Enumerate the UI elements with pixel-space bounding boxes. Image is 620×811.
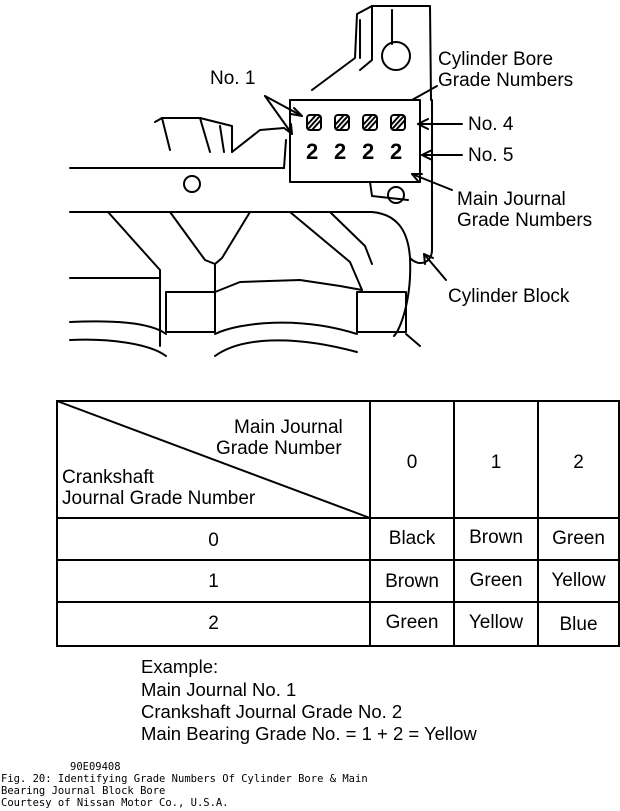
table-cell: Yellow xyxy=(551,570,606,591)
column-header: 1 xyxy=(490,452,502,473)
label-main-journal-line1: Main Journal xyxy=(457,189,566,210)
table-cell: Brown xyxy=(385,571,439,592)
caption-line: Bearing Journal Block Bore xyxy=(1,785,166,797)
stamped-digit: 2 xyxy=(362,139,375,164)
figure-code: 90E09408 xyxy=(70,761,121,773)
label-cylinder-block: Cylinder Block xyxy=(448,286,570,307)
table-header-crankshaft-line2: Journal Grade Number xyxy=(62,488,256,509)
column-header: 2 xyxy=(573,452,584,473)
row-label: 2 xyxy=(208,613,219,634)
row-label: 0 xyxy=(208,530,219,551)
table-header-main-journal-line2: Grade Number xyxy=(216,438,342,459)
table-cell: Blue xyxy=(559,614,598,635)
table-cell: Green xyxy=(469,570,523,591)
table-cell: Brown xyxy=(469,527,523,548)
label-no-1: No. 1 xyxy=(210,68,256,89)
label-no-4: No. 4 xyxy=(468,114,514,135)
table-cell: Green xyxy=(385,612,439,633)
column-header: 0 xyxy=(406,452,418,473)
table-cell: Yellow xyxy=(468,612,524,633)
example-line: Example: xyxy=(141,656,219,677)
stamped-digit: 2 xyxy=(334,139,347,164)
label-bore-grade-line2: Grade Numbers xyxy=(438,70,574,91)
label-no-5: No. 5 xyxy=(468,145,514,166)
caption-credit: Courtesy of Nissan Motor Co., U.S.A. xyxy=(1,797,229,809)
label-main-journal-line2: Grade Numbers xyxy=(457,210,593,231)
example-line: Main Bearing Grade No. = 1 + 2 = Yellow xyxy=(141,723,477,744)
caption-line: Fig. 20: Identifying Grade Numbers Of Cylinder Bore & Main xyxy=(1,773,368,785)
table-cell: Green xyxy=(552,528,605,549)
label-bore-grade-line1: Cylinder Bore xyxy=(438,49,554,70)
row-label: 1 xyxy=(208,571,219,592)
example-line: Main Journal No. 1 xyxy=(141,679,297,700)
example-line: Crankshaft Journal Grade No. 2 xyxy=(141,701,403,722)
table-header-main-journal-line1: Main Journal xyxy=(234,417,343,438)
table-header-crankshaft-line1: Crankshaft xyxy=(62,467,154,488)
table-cell: Black xyxy=(388,528,436,549)
stamped-digit: 2 xyxy=(306,139,319,164)
stamped-digit: 2 xyxy=(390,139,403,164)
